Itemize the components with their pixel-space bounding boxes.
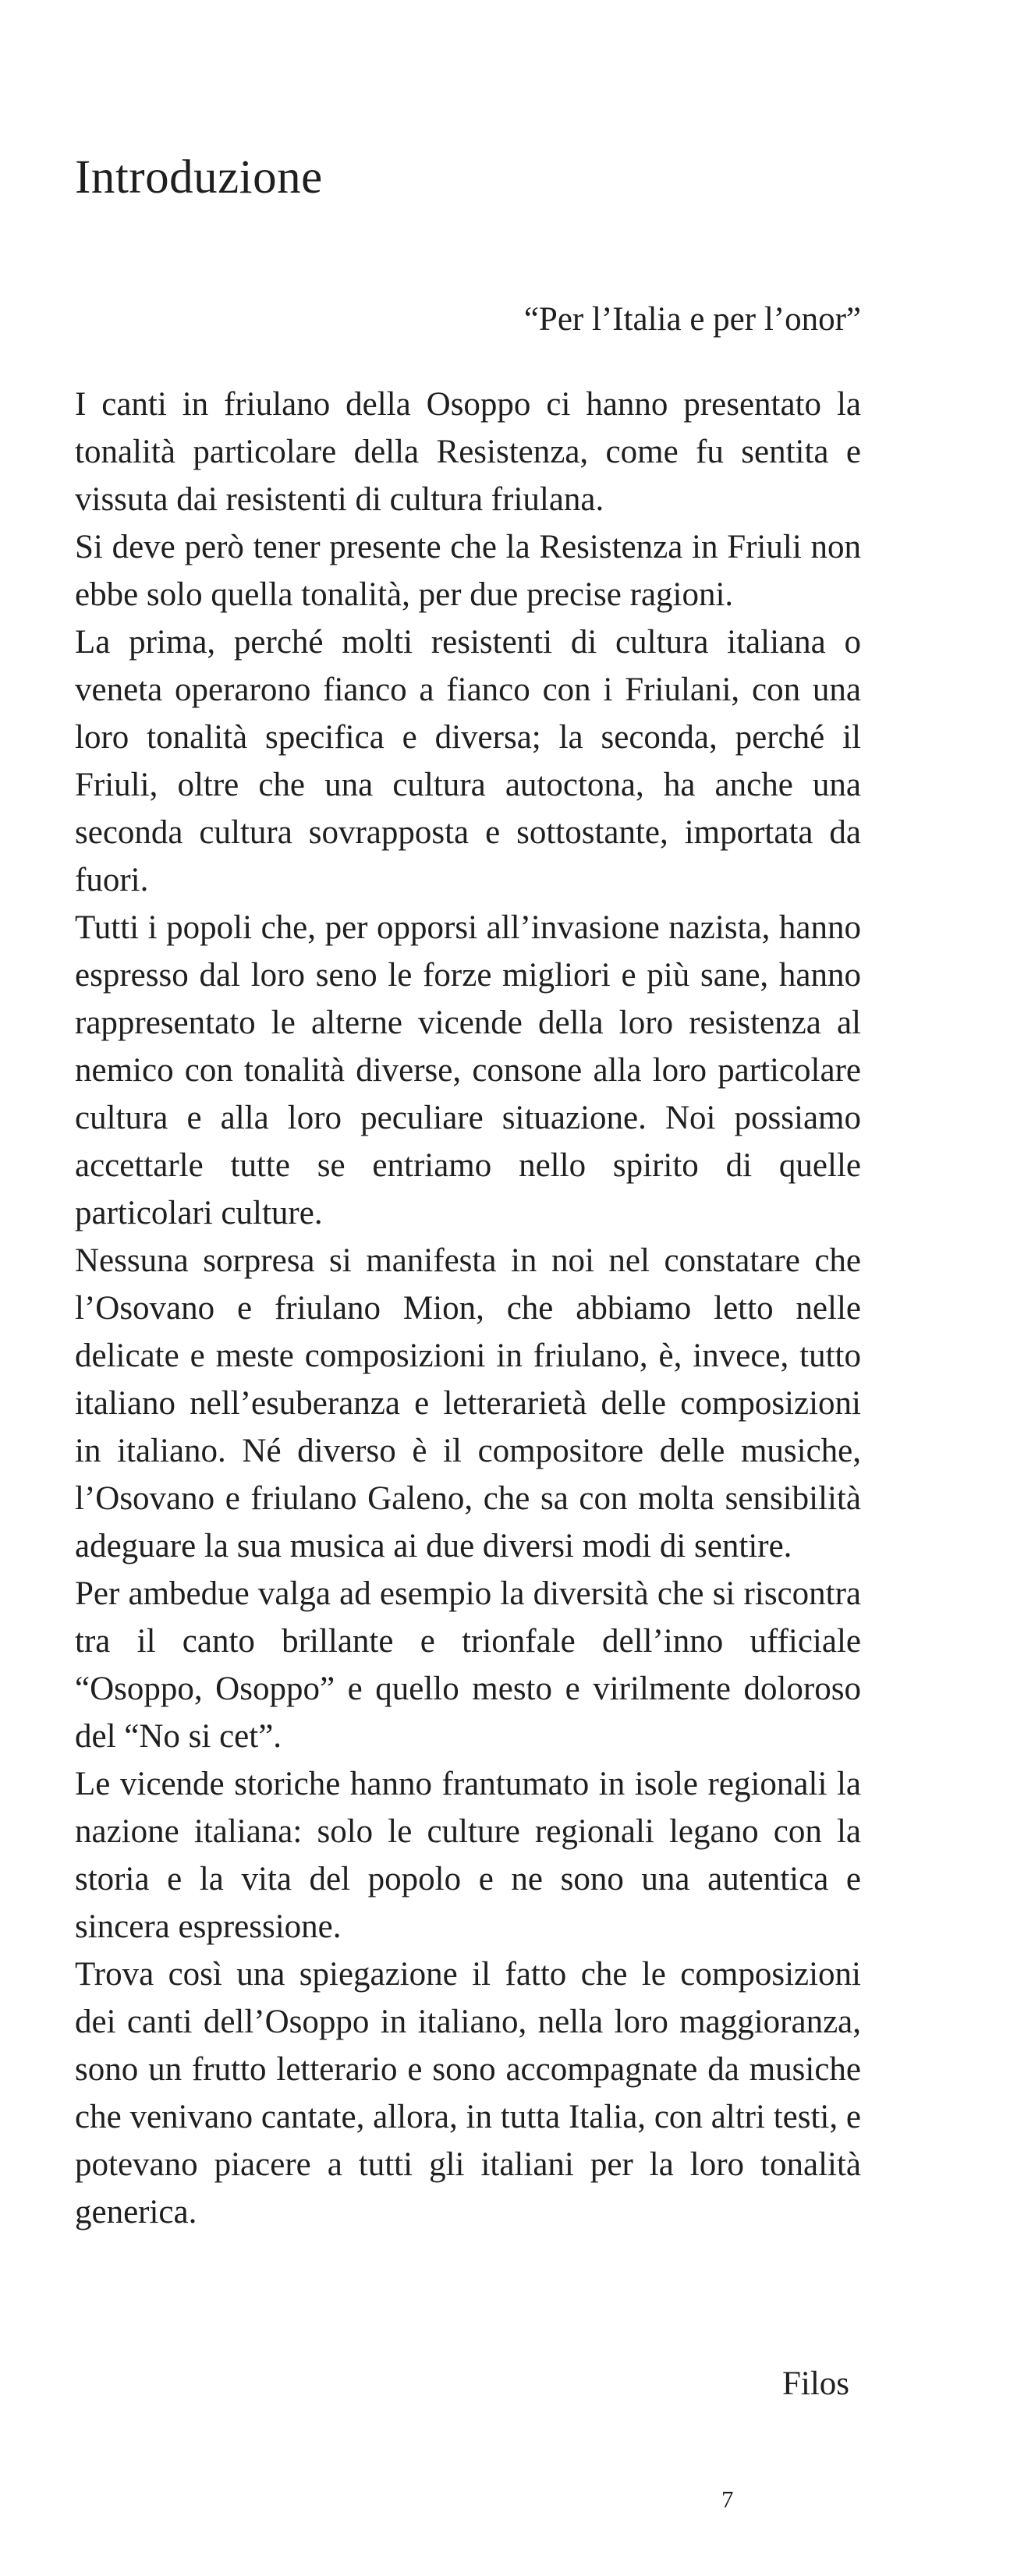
body-text xyxy=(75,381,861,2236)
paragraph: Tutti i popoli che, per opporsi all’invasione nazista, hanno espresso dal loro seno le forze migliori e più sane, hanno rappresentato le alterne vicende della loro resistenza al nemico con tonalità diverse, consone alla loro particolare cultura e alla loro peculiare situazione. Noi possiamo accettarle tutte se entriamo nello spirito di quelle particolari culture. xyxy=(75,909,861,1231)
paragraph: La prima, perché molti resistenti di cultura italiana o veneta operarono fianco a fianco con i Friulani, con una loro tonalità specifica e diversa; la seconda, perché il Friuli, oltre che una cultura autoctona, ha anche una seconda cultura sovrapposta e sottostante, importata da fuori. xyxy=(75,624,861,898)
paragraph: Trova così una spiegazione il fatto che le composizioni dei canti dell’Osoppo in italiano, nella loro maggioranza, sono un frutto letterario e sono accompagnate da musiche che venivano cantate, allora, in tutta Italia, con altri testi, e potevano piacere a tutti gli italiani per la loro tonalità generica. xyxy=(75,1956,861,2231)
paragraph: Per ambedue valga ad esempio la diversità che si riscontra tra il canto brillante e trionfale dell’inno ufficiale “Osoppo, Osoppo” e quello mesto e virilmente doloroso del “No si cet”. xyxy=(75,1575,861,1755)
epigraph-quote: “Per l’Italia e per l’onor” xyxy=(523,301,861,338)
page-title: Introduzione xyxy=(75,151,323,204)
paragraph: Si deve però tener presente che la Resistenza in Friuli non ebbe solo quella tonalità, per due precise ragioni. xyxy=(75,529,861,613)
paragraph: Nessuna sorpresa si manifesta in noi nel constatare che l’Osovano e friulano Mion, che abbiamo letto nelle delicate e meste composizioni in friulano, è, invece, tutto italiano nell’esuberanza e letterarietà delle composizioni in italiano. Né diverso è il compositore delle musiche, l’Osovano e friulano Galeno, che sa con molta sensibilità adeguare la sua musica ai due diversi modi di sentire. xyxy=(75,1242,861,1564)
author-signature: Filos xyxy=(781,2365,849,2402)
paragraph: I canti in friulano della Osoppo ci hanno presentato la tonalità particolare della Resistenza, come fu sentita e vissuta dai resistenti di cultura friulana. xyxy=(75,386,861,518)
page-number: 7 xyxy=(721,2486,734,2513)
paragraph: Le vicende storiche hanno frantumato in isole regionali la nazione italiana: solo le culture regionali legano con la storia e la vita del popolo e ne sono una autentica e sincera espressione. xyxy=(75,1766,861,1945)
